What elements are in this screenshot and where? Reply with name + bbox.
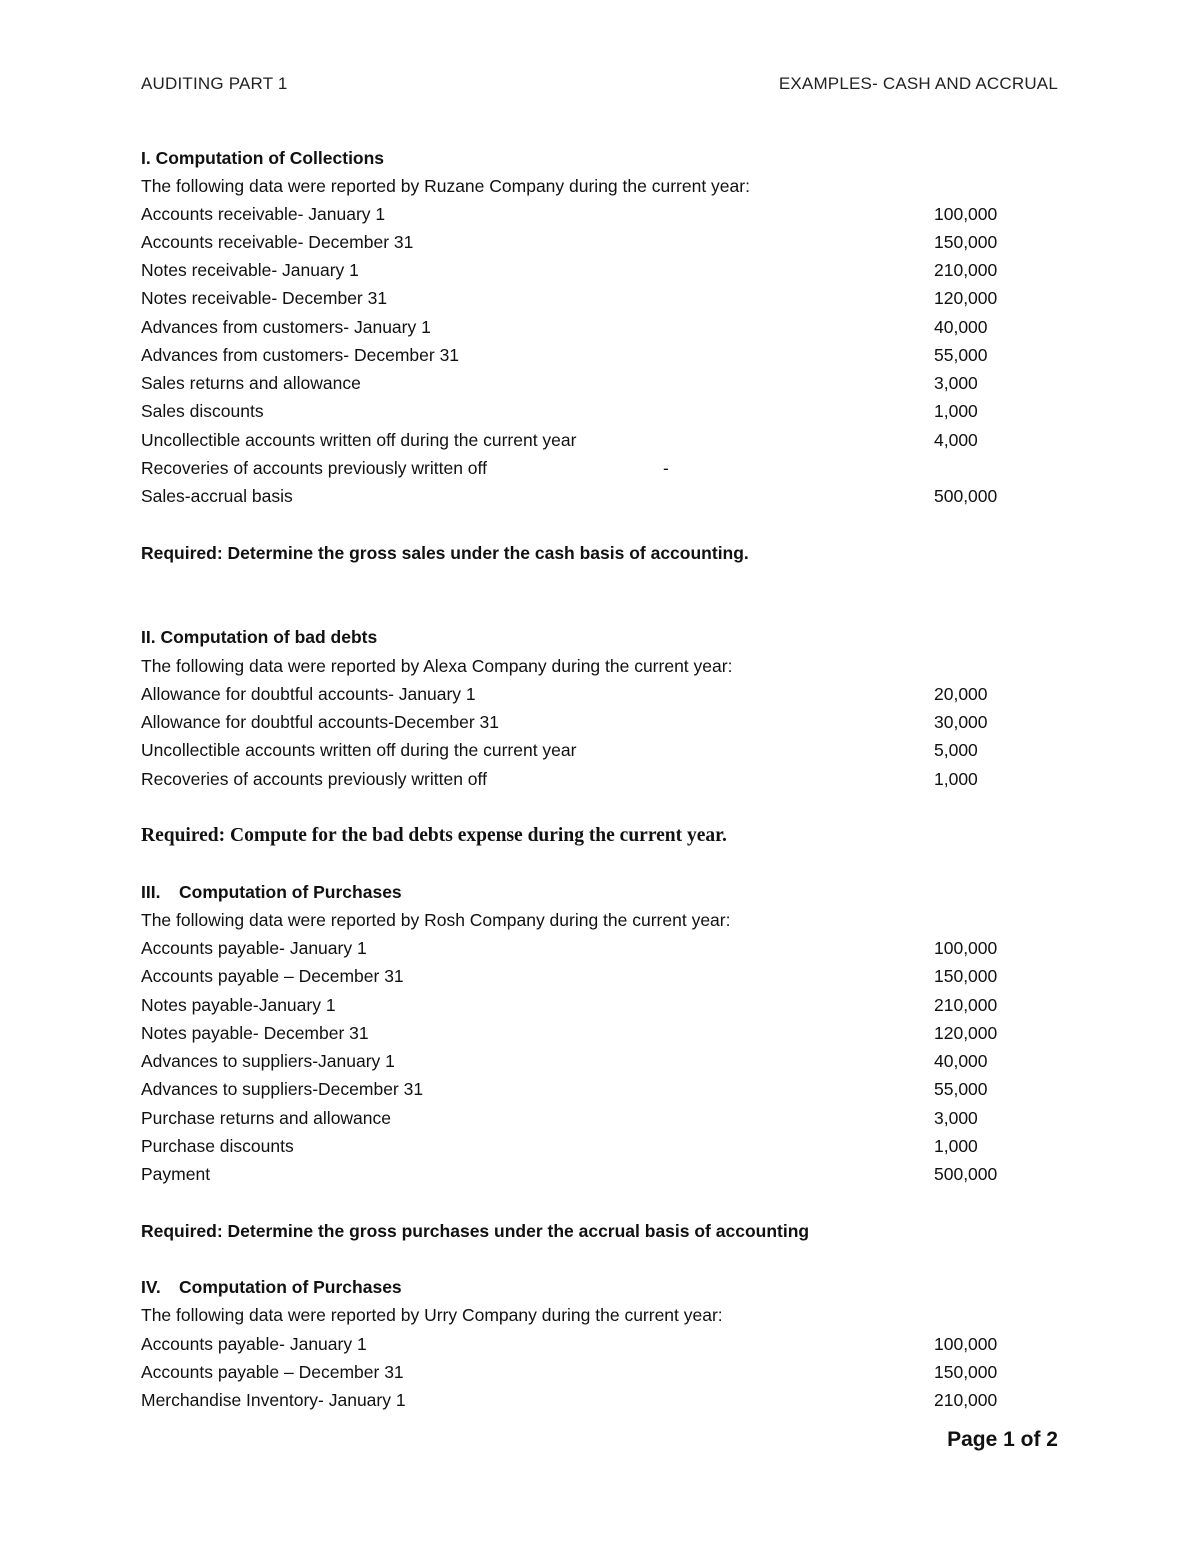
row-label: Notes payable-January 1 bbox=[141, 995, 336, 1015]
row-label: Notes receivable- January 1 bbox=[141, 260, 359, 280]
row-label: Merchandise Inventory- January 1 bbox=[141, 1390, 406, 1410]
table-row bbox=[141, 740, 1021, 762]
table-row bbox=[141, 1108, 1021, 1130]
row-value: 500,000 bbox=[934, 486, 998, 506]
row-label: Allowance for doubtful accounts- January 1 bbox=[141, 684, 476, 704]
row-label: Advances from customers- December 31 bbox=[141, 345, 460, 365]
row-value: 100,000 bbox=[934, 1334, 998, 1354]
table-row bbox=[141, 712, 1021, 734]
row-label: Accounts payable- January 1 bbox=[141, 1334, 367, 1354]
table-row bbox=[141, 1390, 1021, 1412]
table-row bbox=[141, 458, 1021, 480]
section-4-intro: The following data were reported by Urry Company during the current year: bbox=[141, 1305, 723, 1325]
row-label: Sales discounts bbox=[141, 401, 264, 421]
row-label: Accounts payable – December 31 bbox=[141, 966, 404, 986]
row-value: 150,000 bbox=[934, 966, 998, 986]
header-right: EXAMPLES- CASH AND ACCRUAL bbox=[778, 74, 1058, 93]
row-label: Purchase discounts bbox=[141, 1136, 294, 1156]
table-row bbox=[141, 1164, 1021, 1186]
table-row bbox=[141, 373, 1021, 395]
section-4-numeral: IV. bbox=[141, 1277, 161, 1297]
row-value: 5,000 bbox=[934, 740, 978, 760]
table-row bbox=[141, 430, 1021, 452]
row-value: 20,000 bbox=[934, 684, 988, 704]
row-value: 3,000 bbox=[934, 373, 978, 393]
table-row bbox=[141, 288, 1021, 310]
row-value: 1,000 bbox=[934, 401, 978, 421]
table-row bbox=[141, 1079, 1021, 1101]
table-row bbox=[141, 204, 1021, 226]
table-row bbox=[141, 966, 1021, 988]
row-value: 150,000 bbox=[934, 1362, 998, 1382]
page-number: Page 1 of 2 bbox=[947, 1428, 1058, 1451]
table-row bbox=[141, 232, 1021, 254]
row-label: Sales-accrual basis bbox=[141, 486, 293, 506]
row-value: 210,000 bbox=[934, 995, 998, 1015]
row-value: 30,000 bbox=[934, 712, 988, 732]
row-value: 4,000 bbox=[934, 430, 978, 450]
row-value: 100,000 bbox=[934, 938, 998, 958]
row-label: Notes receivable- December 31 bbox=[141, 288, 388, 308]
row-label: Accounts receivable- January 1 bbox=[141, 204, 386, 224]
row-label: Accounts receivable- December 31 bbox=[141, 232, 414, 252]
row-value: 210,000 bbox=[934, 1390, 998, 1410]
row-value: 1,000 bbox=[934, 769, 978, 789]
section-3-title: Computation of Purchases bbox=[179, 882, 402, 902]
table-row bbox=[141, 769, 1021, 791]
row-value: 210,000 bbox=[934, 260, 998, 280]
table-row bbox=[141, 995, 1021, 1017]
row-label: Uncollectible accounts written off during the current year bbox=[141, 430, 577, 450]
row-label: Recoveries of accounts previously written off bbox=[141, 769, 487, 789]
table-row bbox=[141, 345, 1021, 367]
section-2-intro: The following data were reported by Alexa Company during the current year: bbox=[141, 656, 733, 676]
section-4-title: Computation of Purchases bbox=[179, 1277, 402, 1297]
row-label: Purchase returns and allowance bbox=[141, 1108, 392, 1128]
row-value: 3,000 bbox=[934, 1108, 978, 1128]
table-row bbox=[141, 1136, 1021, 1158]
row-value: 40,000 bbox=[934, 317, 988, 337]
section-2-title: II. Computation of bad debts bbox=[141, 627, 378, 647]
row-value: 100,000 bbox=[934, 204, 998, 224]
section-3-intro: The following data were reported by Rosh Company during the current year: bbox=[141, 910, 731, 930]
row-label: Recoveries of accounts previously written off bbox=[141, 458, 487, 478]
row-label: Advances to suppliers-January 1 bbox=[141, 1051, 395, 1071]
section-3-required: Required: Determine the gross purchases under the accrual basis of accounting bbox=[141, 1221, 810, 1241]
row-value: 120,000 bbox=[934, 1023, 998, 1043]
row-label: Allowance for doubtful accounts-December 31 bbox=[141, 712, 499, 732]
row-label: Advances to suppliers-December 31 bbox=[141, 1079, 424, 1099]
header-left: AUDITING PART 1 bbox=[141, 74, 288, 93]
section-3-numeral: III. bbox=[141, 882, 161, 902]
table-row bbox=[141, 1023, 1021, 1045]
table-row bbox=[141, 401, 1021, 423]
table-row bbox=[141, 486, 1021, 508]
table-row bbox=[141, 1051, 1021, 1073]
row-value: 1,000 bbox=[934, 1136, 978, 1156]
row-value: - bbox=[663, 458, 669, 478]
row-label: Sales returns and allowance bbox=[141, 373, 361, 393]
row-value: 120,000 bbox=[934, 288, 998, 308]
row-value: 40,000 bbox=[934, 1051, 988, 1071]
row-label: Payment bbox=[141, 1164, 211, 1184]
table-row bbox=[141, 317, 1021, 339]
row-label: Notes payable- December 31 bbox=[141, 1023, 369, 1043]
section-1-title: I. Computation of Collections bbox=[141, 148, 385, 168]
row-label: Accounts payable – December 31 bbox=[141, 1362, 404, 1382]
row-value: 150,000 bbox=[934, 232, 998, 252]
table-row bbox=[141, 684, 1021, 706]
row-value: 55,000 bbox=[934, 1079, 988, 1099]
table-row bbox=[141, 938, 1021, 960]
section-1-intro: The following data were reported by Ruzane Company during the current year: bbox=[141, 176, 750, 196]
table-row bbox=[141, 1334, 1021, 1356]
section-2-required: Required: Compute for the bad debts expense during the current year. bbox=[141, 825, 727, 846]
row-value: 500,000 bbox=[934, 1164, 998, 1184]
section-3-heading bbox=[141, 882, 402, 902]
row-label: Advances from customers- January 1 bbox=[141, 317, 431, 337]
row-label: Uncollectible accounts written off during the current year bbox=[141, 740, 577, 760]
table-row bbox=[141, 260, 1021, 282]
section-1-required: Required: Determine the gross sales under the cash basis of accounting. bbox=[141, 543, 749, 563]
table-row bbox=[141, 1362, 1021, 1384]
section-4-heading bbox=[141, 1277, 402, 1297]
row-label: Accounts payable- January 1 bbox=[141, 938, 367, 958]
row-value: 55,000 bbox=[934, 345, 988, 365]
